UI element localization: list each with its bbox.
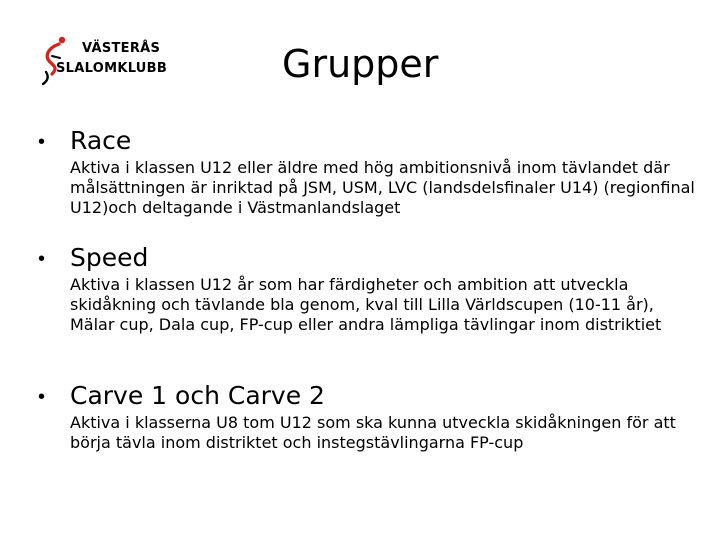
section-heading: Carve 1 och Carve 2 <box>70 381 325 410</box>
section-speed <box>38 243 698 335</box>
section-heading: Race <box>70 126 132 155</box>
logo-text-line1: VÄSTERÅS <box>82 41 161 56</box>
section-text: Aktiva i klassen U12 eller äldre med hög ambitionsnivå inom tävlandet där målsättningen är inriktad på JSM, USM, LVC (landsdelsfinaler U14) (regionfinal U12)och deltagande i Västmanlandslaget <box>70 158 695 217</box>
section-heading: Speed <box>70 243 149 272</box>
bullet-icon: • <box>38 248 46 270</box>
bullet-icon: • <box>38 386 46 408</box>
club-logo <box>40 34 180 86</box>
page-title: Grupper <box>282 42 439 86</box>
bullet-icon: • <box>38 131 46 153</box>
skier-icon <box>40 34 80 86</box>
logo-text-line2: SLALOMKLUBB <box>56 61 168 76</box>
section-race <box>38 126 698 218</box>
section-carve <box>38 381 698 453</box>
section-text: Aktiva i klasserna U8 tom U12 som ska kunna utveckla skidåkningen för att börja tävla inom distriktet och instegstävlingarna FP-cup <box>70 413 676 452</box>
section-text: Aktiva i klassen U12 år som har färdigheter och ambition att utveckla skidåkning och tävlande bla genom, kval till Lilla Världscupen (10-11 år), Mälar cup, Dala cup, FP-cup eller andra lämpliga tävlingar inom distriktiet <box>70 275 662 334</box>
